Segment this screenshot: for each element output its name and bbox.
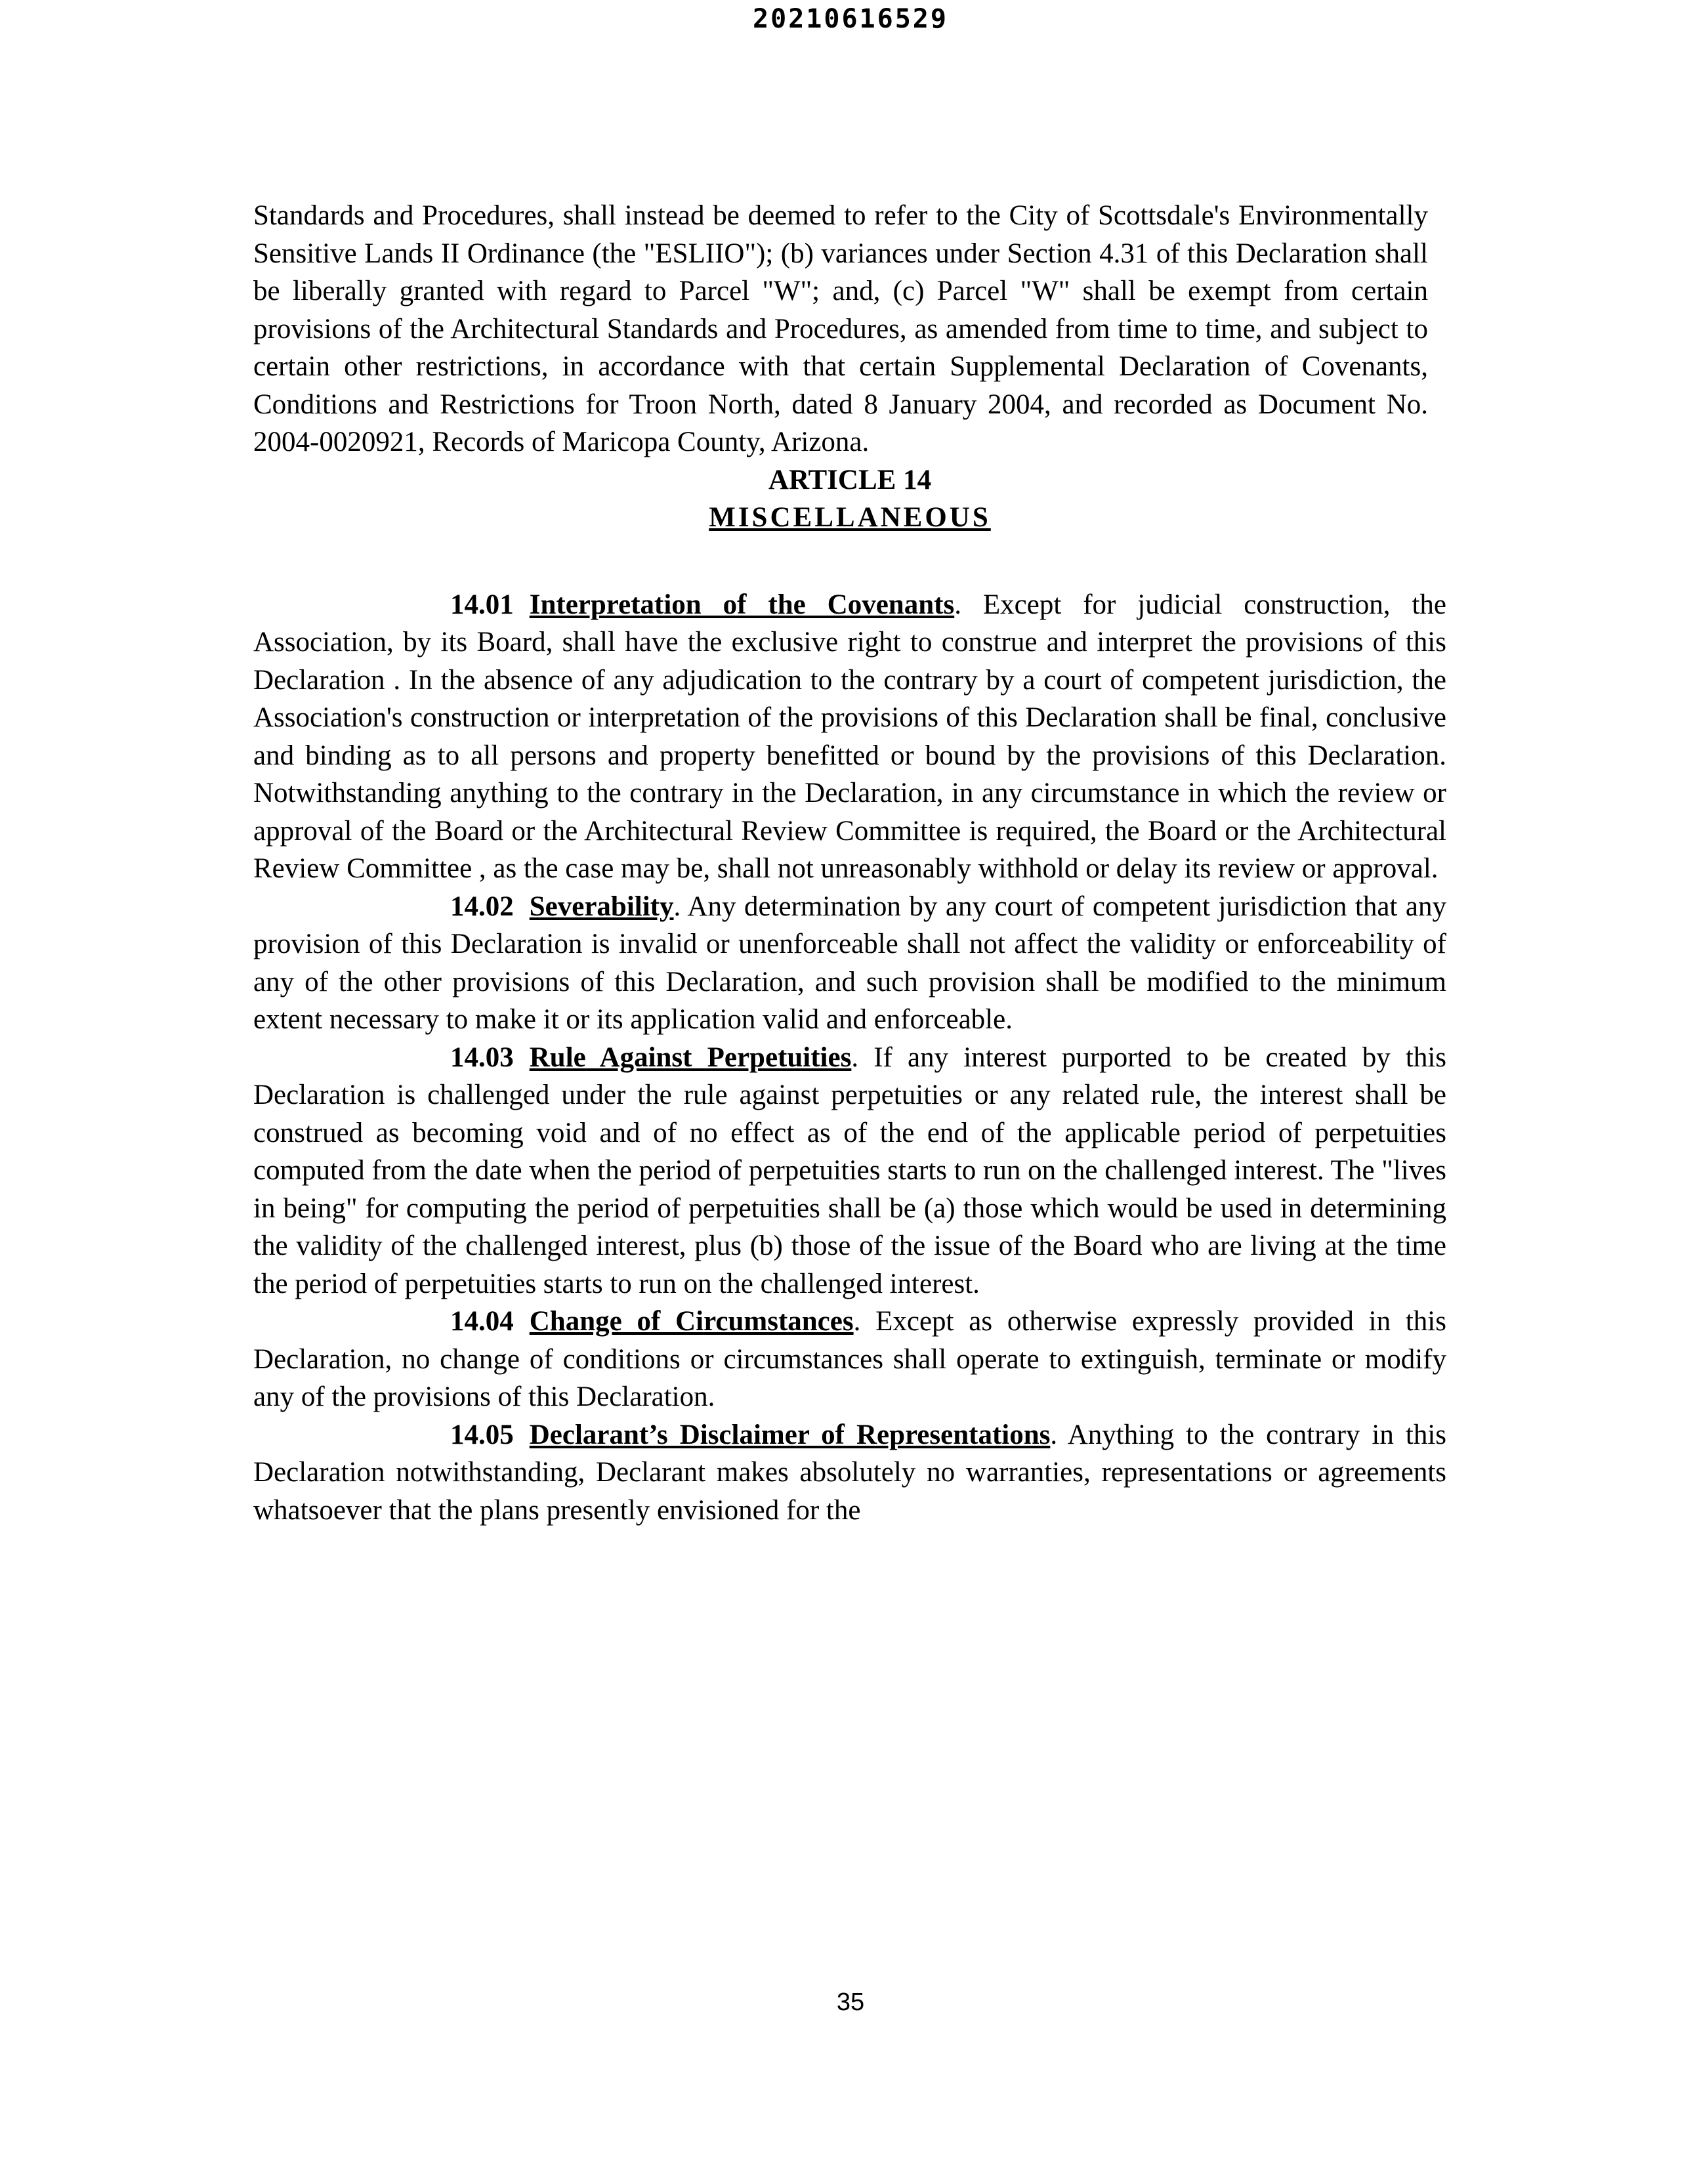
document-number: 20210616529: [753, 4, 948, 34]
section-title: Rule Against Perpetuities: [529, 1041, 852, 1073]
intro-paragraph: Standards and Procedures, shall instead be deemed to refer to the City of Scottsdale's Environmentally Sensitive Lands II Ordinance (the "ESLIIO"); (b) variances under Section 4.31 of this Declaration shall be liberally granted with regard to Parcel "W"; and, (c) Parcel "W" shall be exempt from certain provisions of the Architectural Standards and Procedures, as amended from time to time, and subject to certain other restrictions, in accordance with that certain Supplemental Declaration of Covenants, Conditions and Restrictions for Troon North, dated 8 January 2004, and recorded as Document No. 2004-0020921, Records of Maricopa County, Arizona.: [253, 200, 1428, 457]
section-number: 14.02: [450, 891, 514, 922]
section-title: Change of Circumstances: [529, 1306, 854, 1337]
section-number: 14.03: [450, 1041, 514, 1073]
section-number: 14.05: [450, 1419, 514, 1450]
article-heading: ARTICLE 14: [768, 464, 932, 495]
section-14-02: [253, 888, 1446, 1039]
section-number: 14.01: [450, 589, 514, 620]
section-text: . Anything to the contrary in this Declaration notwithstanding, Declarant makes absolutely no warranties, representations or agreements whatsoever that the plans presently envisioned for the: [253, 1419, 1446, 1526]
section-14-04: [253, 1303, 1446, 1416]
section-text: . Except as otherwise expressly provided in this Declaration, no change of conditions or circumstances shall operate to extinguish, terminate or modify any of the provisions of this Declaration.: [253, 1306, 1446, 1412]
section-title: Declarant’s Disclaimer of Representations: [529, 1419, 1051, 1450]
section-title: Interpretation of the Covenants: [529, 589, 955, 620]
article-title: MISCELLANEOUS: [709, 502, 991, 533]
document-body: [253, 197, 1446, 1529]
section-number: 14.04: [450, 1306, 514, 1337]
section-14-05: [253, 1416, 1446, 1530]
section-text: . Except for judicial construction, the Association, by its Board, shall have the exclusive right to construe and interpret the provisions of this Declaration . In the absence of any adjudication to the contrary by a court of competent jurisdiction, the Association's construction or interpretation of the provisions of this Declaration shall be final, conclusive and binding as to all persons and property benefitted or bound by the provisions of this Declaration. Notwithstanding anything to the contrary in the Declaration, in any circumstance in which the review or approval of the Board or the Architectural Review Committee is required, the Board or the Architectural Review Committee , as the case may be, shall not unreasonably withhold or delay its review or approval.: [253, 589, 1447, 884]
section-text: . If any interest purported to be created by this Declaration is challenged under the rule against perpetuities or any related rule, the interest shall be construed as becoming void and of no effect as of the end of the applicable period of perpetuities computed from the date when the period of perpetuities starts to run on the challenged interest. The "lives in being" for computing the period of perpetuities shall be (a) those which would be used in determining the validity of the challenged interest, plus (b) those of the issue of the Board who are living at the time the period of perpetuities starts to run on the challenged interest.: [253, 1041, 1446, 1299]
section-14-03: [253, 1039, 1446, 1303]
section-text: . Any determination by any court of competent jurisdiction that any provision of this Declaration is invalid or unenforceable shall not affect the validity or enforceability of any of the other provisions of this Declaration, and such provision shall be modified to the minimum extent necessary to make it or its application valid and enforceable.: [253, 891, 1446, 1035]
section-title: Severability: [529, 891, 674, 922]
page-number: 35: [836, 1988, 865, 2016]
section-14-01: [253, 586, 1446, 888]
